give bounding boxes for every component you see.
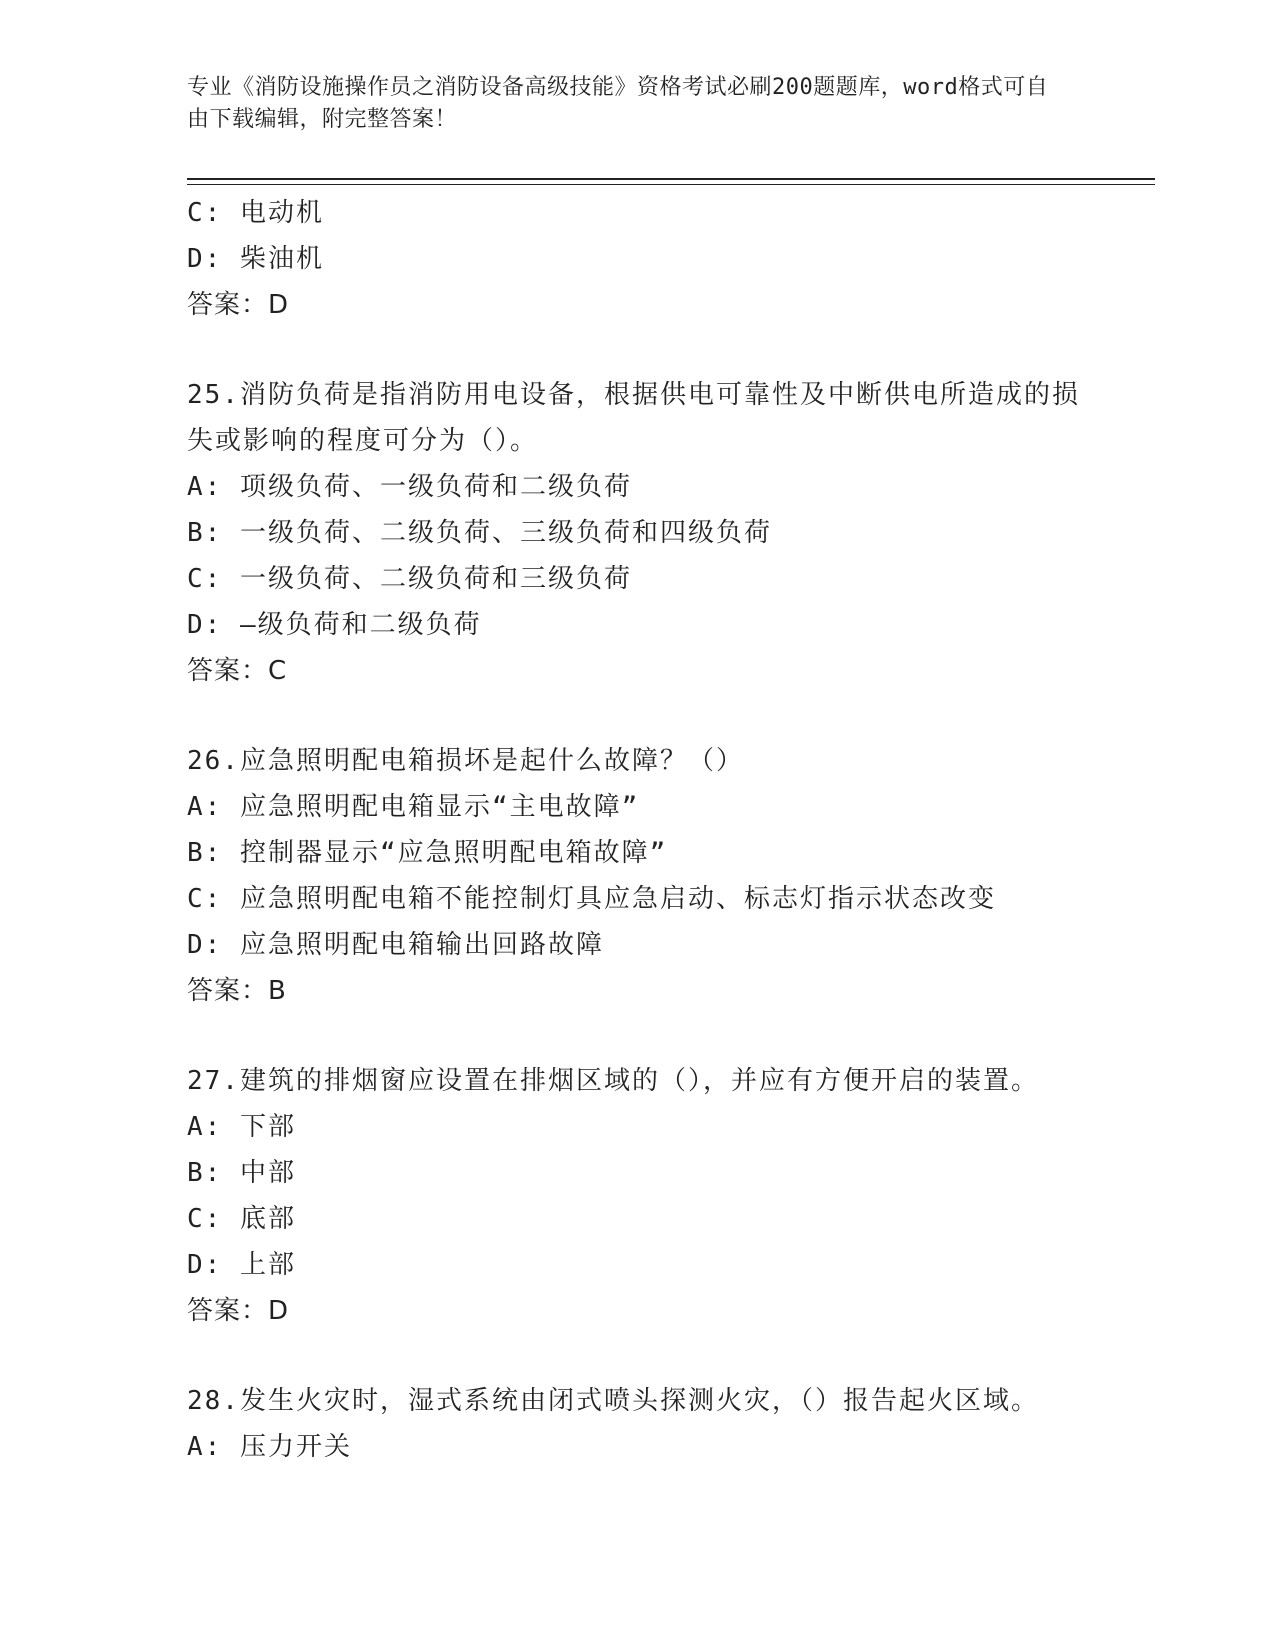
option-text: 下部 — [239, 1112, 296, 1142]
option-text: 项级负荷、一级负荷和二级负荷 — [239, 472, 632, 502]
question-25 — [187, 372, 1107, 694]
option-d — [187, 922, 1107, 968]
question-26 — [187, 738, 1107, 1014]
option-c — [187, 190, 1107, 236]
option-text: 应急照明配电箱显示“主电故障” — [239, 792, 640, 822]
option-letter: A: — [187, 792, 223, 822]
option-b — [187, 1150, 1107, 1196]
header-divider-thick — [187, 178, 1155, 180]
option-a — [187, 464, 1107, 510]
option-text: 上部 — [239, 1250, 296, 1280]
question-content — [187, 190, 1107, 1470]
option-a — [187, 784, 1107, 830]
option-text: —级负荷和二级负荷 — [239, 610, 482, 640]
option-text: 一级负荷、二级负荷、三级负荷和四级负荷 — [239, 518, 772, 548]
option-text: 一级负荷、二级负荷和三级负荷 — [239, 564, 632, 594]
partial-question — [187, 190, 1107, 328]
option-d — [187, 602, 1107, 648]
option-letter: D: — [187, 1250, 223, 1280]
answer: 答案：D — [187, 1296, 290, 1326]
option-letter: C: — [187, 884, 223, 914]
option-letter: D: — [187, 930, 223, 960]
header-divider-thin — [187, 184, 1155, 185]
question-28 — [187, 1378, 1107, 1470]
option-letter: B: — [187, 838, 223, 868]
option-letter: C: — [187, 564, 223, 594]
option-text: 控制器显示“应急照明配电箱故障” — [239, 838, 668, 868]
option-letter: A: — [187, 472, 223, 502]
option-letter: C: — [187, 198, 223, 228]
question-stem: 28.发生火灾时，湿式系统由闭式喷头探测火灾，（）报告起火区域。 — [187, 1386, 1039, 1416]
option-a — [187, 1424, 1107, 1470]
option-a — [187, 1104, 1107, 1150]
option-text: 电动机 — [239, 198, 324, 228]
option-text: 柴油机 — [239, 244, 324, 274]
answer: 答案：C — [187, 656, 288, 686]
option-b — [187, 830, 1107, 876]
question-27 — [187, 1058, 1107, 1334]
option-c — [187, 556, 1107, 602]
option-text: 底部 — [239, 1204, 296, 1234]
option-letter: D: — [187, 244, 223, 274]
option-text: 应急照明配电箱输出回路故障 — [239, 930, 604, 960]
option-letter: B: — [187, 518, 223, 548]
option-letter: A: — [187, 1112, 223, 1142]
document-header: 专业《消防设施操作员之消防设备高级技能》资格考试必刷200题题库，word格式可自由下载编辑，附完整答案！ — [187, 75, 1049, 132]
question-stem: 25.消防负荷是指消防用电设备，根据供电可靠性及中断供电所造成的损失或影响的程度可分为（）。 — [187, 380, 1080, 456]
option-b — [187, 510, 1107, 556]
answer: 答案：B — [187, 976, 287, 1006]
option-text: 压力开关 — [239, 1432, 352, 1462]
option-text: 应急照明配电箱不能控制灯具应急启动、标志灯指示状态改变 — [239, 884, 996, 914]
question-stem: 26.应急照明配电箱损坏是起什么故障？（） — [187, 746, 744, 776]
option-letter: D: — [187, 610, 223, 640]
option-d — [187, 236, 1107, 282]
option-c — [187, 1196, 1107, 1242]
answer: 答案：D — [187, 290, 290, 320]
question-stem: 27.建筑的排烟窗应设置在排烟区域的（），并应有方便开启的装置。 — [187, 1066, 1039, 1096]
option-letter: A: — [187, 1432, 223, 1462]
option-c — [187, 876, 1107, 922]
option-d — [187, 1242, 1107, 1288]
option-text: 中部 — [239, 1158, 296, 1188]
option-letter: B: — [187, 1158, 223, 1188]
option-letter: C: — [187, 1204, 223, 1234]
